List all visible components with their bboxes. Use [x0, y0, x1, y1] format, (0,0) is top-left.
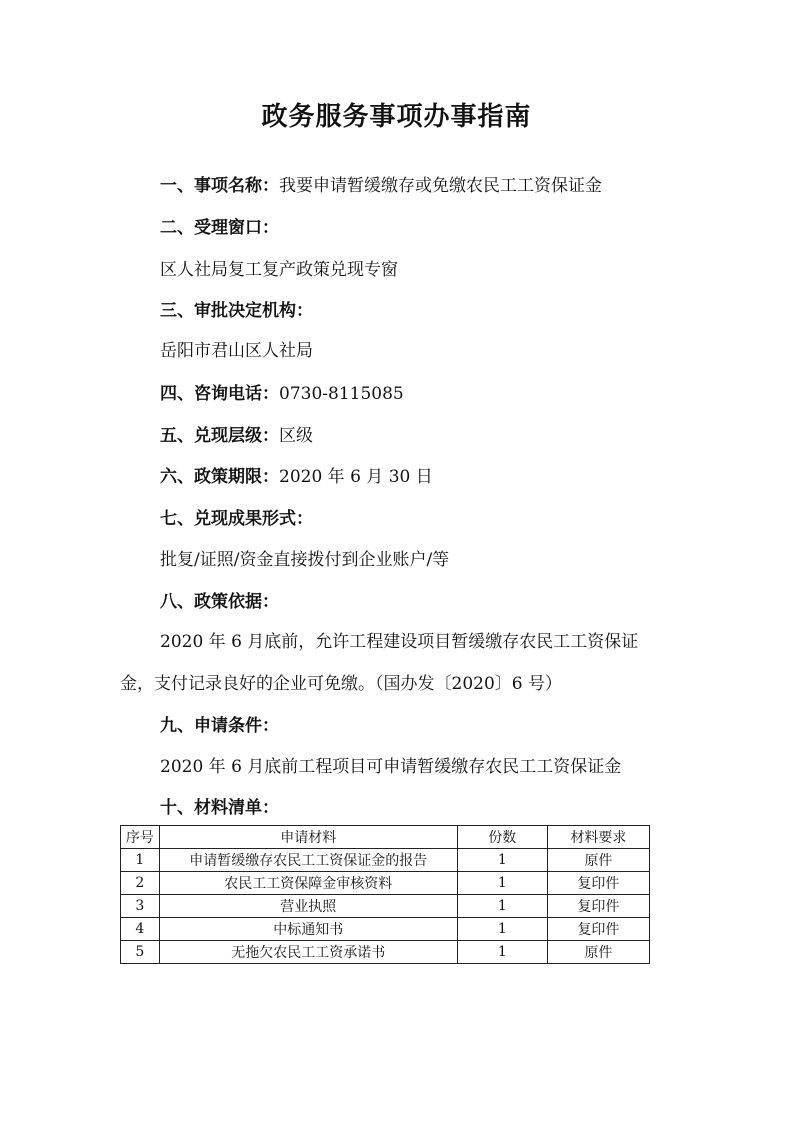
row-copies: 1 — [457, 918, 547, 941]
table-row — [121, 849, 650, 872]
window-label: 二、受理窗口： — [160, 218, 279, 238]
conditions-value: 2020 年 6 月底前工程项目可申请暂缓缴存农民工工资保证金 — [160, 757, 622, 777]
row-material: 农民工工资保障金审核资料 — [159, 872, 457, 895]
header-requirement: 材料要求 — [547, 826, 649, 849]
row-copies: 1 — [457, 895, 547, 918]
authority-label: 三、审批决定机构： — [160, 301, 313, 321]
window-value: 区人社局复工复产政策兑现专窗 — [160, 260, 398, 280]
row-requirement: 原件 — [547, 849, 649, 872]
conditions-label: 九、申请条件： — [160, 716, 279, 736]
result-form-label: 七、兑现成果形式： — [160, 509, 313, 529]
row-copies: 1 — [457, 849, 547, 872]
row-material: 营业执照 — [159, 895, 457, 918]
row-material: 中标通知书 — [159, 918, 457, 941]
authority-value: 岳阳市君山区人社局 — [160, 341, 313, 361]
level-label: 五、兑现层级： — [160, 426, 279, 446]
level-row — [160, 421, 313, 446]
level-value: 区级 — [279, 426, 313, 446]
row-requirement: 原件 — [547, 941, 649, 964]
table-row — [121, 895, 650, 918]
page-title: 政务服务事项办事指南 — [261, 102, 532, 132]
materials-label: 十、材料清单： — [160, 798, 279, 818]
header-material: 申请材料 — [159, 826, 457, 849]
row-seq: 5 — [121, 941, 160, 964]
deadline-label: 六、政策期限： — [160, 467, 279, 487]
phone-row — [160, 379, 404, 404]
row-requirement: 复印件 — [547, 895, 649, 918]
table-row — [121, 872, 650, 895]
table-row — [121, 918, 650, 941]
deadline-row — [160, 462, 433, 487]
row-material: 申请暂缓缴存农民工工资保证金的报告 — [159, 849, 457, 872]
row-seq: 2 — [121, 872, 160, 895]
row-copies: 1 — [457, 872, 547, 895]
basis-text-line-2: 金，支付记录良好的企业可免缴。（国办发〔2020〕6 号） — [120, 674, 562, 694]
table-row — [121, 941, 650, 964]
result-form-value: 批复/证照/资金直接拨付到企业账户/等 — [160, 550, 450, 570]
materials-table — [120, 825, 650, 964]
row-requirement: 复印件 — [547, 918, 649, 941]
row-requirement: 复印件 — [547, 872, 649, 895]
header-seq: 序号 — [121, 826, 160, 849]
row-copies: 1 — [457, 941, 547, 964]
item-name-row — [160, 171, 602, 196]
item-name-label: 一、事项名称： — [160, 176, 279, 196]
item-name-value: 我要申请暂缓缴存或免缴农民工工资保证金 — [279, 176, 602, 196]
row-seq: 4 — [121, 918, 160, 941]
basis-label: 八、政策依据： — [160, 592, 279, 612]
phone-label: 四、咨询电话： — [160, 384, 279, 404]
row-seq: 1 — [121, 849, 160, 872]
phone-value: 0730-8115085 — [279, 384, 404, 404]
basis-text-line-1: 2020 年 6 月底前，允许工程建设项目暂缓缴存农民工工资保证 — [160, 632, 639, 652]
row-material: 无拖欠农民工工资承诺书 — [159, 941, 457, 964]
table-header-row — [121, 826, 650, 849]
deadline-value: 2020 年 6 月 30 日 — [279, 467, 433, 487]
header-copies: 份数 — [457, 826, 547, 849]
row-seq: 3 — [121, 895, 160, 918]
